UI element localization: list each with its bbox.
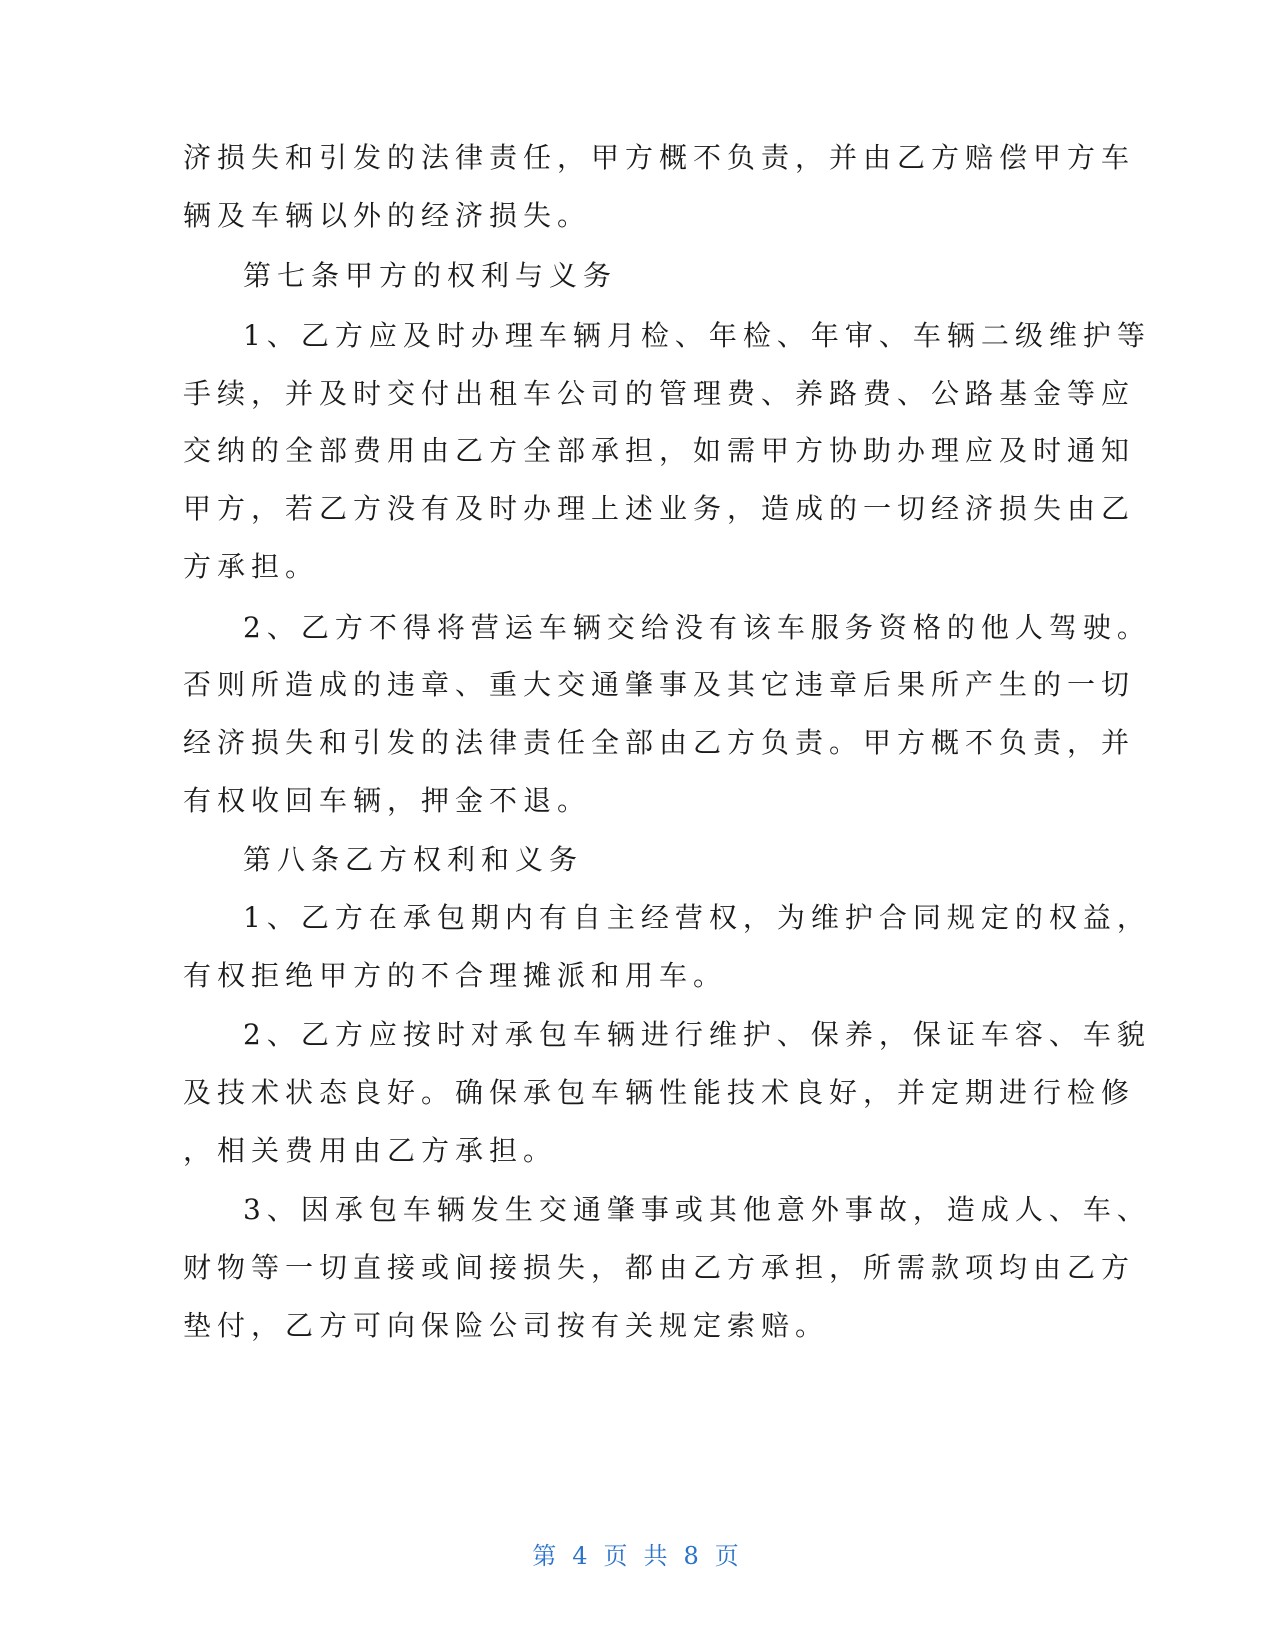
text-line: 财物等一切直接或间接损失，都由乙方承担，所需款项均由乙方 <box>183 1251 1136 1284</box>
text-line: 否则所造成的违章、重大交通肇事及其它违章后果所产生的一切 <box>183 668 1136 701</box>
text-line: 甲方，若乙方没有及时办理上述业务，造成的一切经济损失由乙 <box>183 492 1136 525</box>
text-line: 及技术状态良好。确保承包车辆性能技术良好，并定期进行检修 <box>183 1076 1136 1109</box>
page-number-footer <box>0 1536 1275 1571</box>
text-line: 3、因承包车辆发生交通肇事或其他意外事故，造成人、车、 <box>243 1193 1151 1226</box>
section-heading: 第七条甲方的权利与义务 <box>243 259 618 292</box>
text-line: 2、乙方不得将营运车辆交给没有该车服务资格的他人驾驶。 <box>243 611 1151 644</box>
text-line: 有权收回车辆，押金不退。 <box>183 784 592 817</box>
text-line: 有权拒绝甲方的不合理摊派和用车。 <box>183 959 728 992</box>
text-line: 手续，并及时交付出租车公司的管理费、养路费、公路基金等应 <box>183 377 1136 410</box>
footer-total-prefix: 共 <box>643 1542 672 1570</box>
footer-suffix: 页 <box>714 1542 743 1570</box>
text-line: 2、乙方应按时对承包车辆进行维护、保养，保证车容、车貌 <box>243 1018 1151 1051</box>
text-line: ，相关费用由乙方承担。 <box>183 1134 558 1167</box>
footer-mid: 页 <box>603 1542 632 1570</box>
text-line: 济损失和引发的法律责任，甲方概不负责，并由乙方赔偿甲方车 <box>183 141 1136 174</box>
text-line: 交纳的全部费用由乙方全部承担，如需甲方协助办理应及时通知 <box>183 434 1136 467</box>
text-line: 方承担。 <box>183 550 320 583</box>
total-pages-number: 8 <box>683 1542 703 1570</box>
section-heading: 第八条乙方权利和义务 <box>243 843 584 876</box>
text-line: 1、乙方应及时办理车辆月检、年检、年审、车辆二级维护等 <box>243 319 1151 352</box>
text-line: 辆及车辆以外的经济损失。 <box>183 199 592 232</box>
current-page-number: 4 <box>572 1542 592 1570</box>
footer-prefix: 第 <box>532 1542 561 1570</box>
text-line: 经济损失和引发的法律责任全部由乙方负责。甲方概不负责，并 <box>183 726 1136 759</box>
text-line: 1、乙方在承包期内有自主经营权，为维护合同规定的权益， <box>243 901 1151 934</box>
text-line: 垫付，乙方可向保险公司按有关规定索赔。 <box>183 1309 830 1342</box>
